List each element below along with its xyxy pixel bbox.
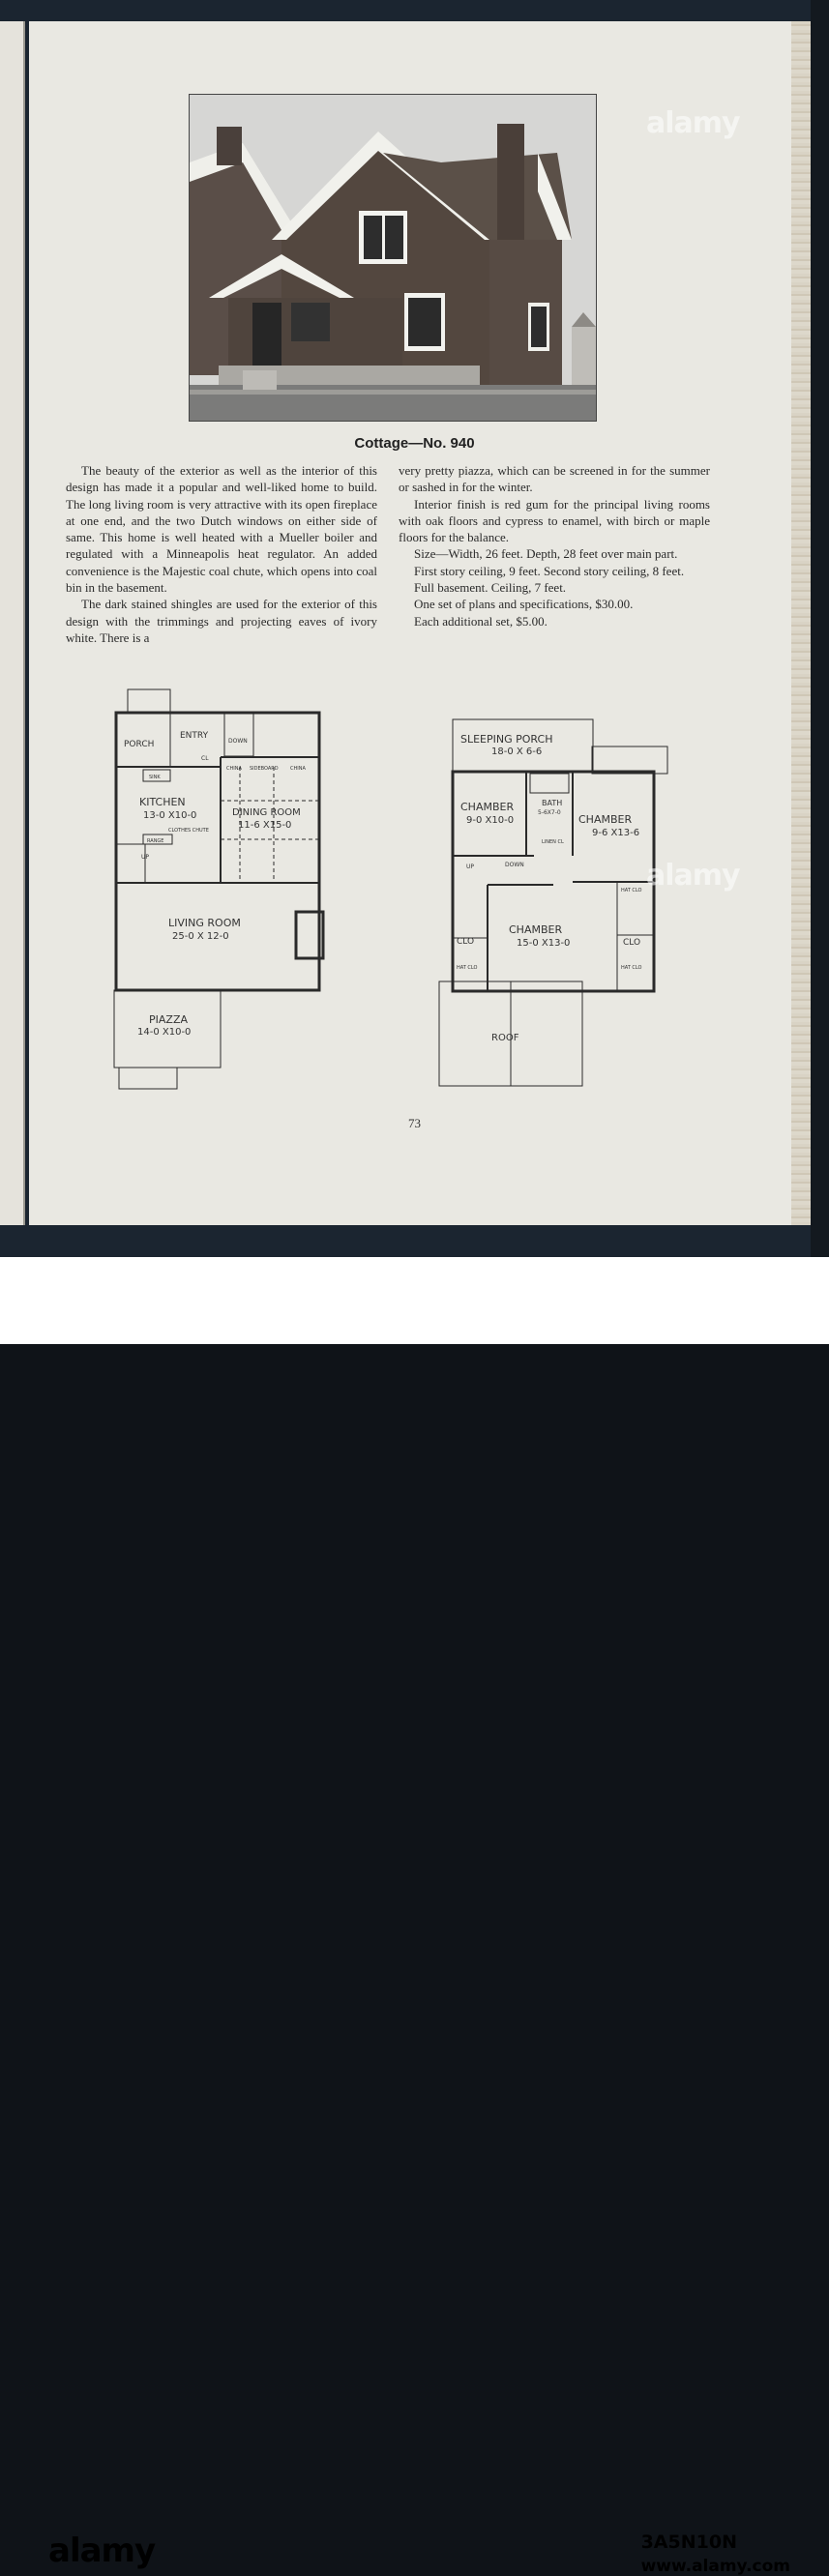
page-number: 73 — [408, 1116, 421, 1130]
label-closet-left: CLO — [457, 937, 475, 947]
label-roof: ROOF — [491, 1033, 519, 1043]
paragraph: One set of plans and specifications, $30.00. — [414, 597, 634, 612]
paragraph: Interior finish is red gum for the principal living rooms with oak floors and cypress to enamel, with birch or maple floors for the balance. — [399, 496, 710, 545]
label-sleeping-porch: SLEEPING PORCH — [460, 733, 553, 746]
label-sink: SINK — [149, 775, 161, 780]
label-range: RANGE — [147, 838, 164, 844]
label-clothes-chute: CLOTHES CHUTE — [168, 828, 209, 834]
label-dining: DINING ROOM — [232, 807, 301, 818]
label-down: DOWN — [228, 738, 248, 745]
image-id: 3A5N10N — [640, 2532, 737, 2553]
label-hat-clo-right: HAT CLO — [621, 965, 642, 971]
label-bath-size: 5-6X7-0 — [538, 809, 561, 816]
label-hat-clo-side: HAT CLO — [621, 888, 642, 893]
label-sideboard: SIDEBOARD — [250, 766, 279, 772]
watermark-text: alamy — [646, 106, 740, 140]
second-floor-plan — [437, 716, 674, 1093]
label-dining-size: 11-6 X15-0 — [238, 820, 292, 831]
label-chamber-right: CHAMBER — [578, 813, 633, 826]
watermark-text: alamy — [646, 859, 740, 893]
label-living: LIVING ROOM — [168, 917, 241, 929]
label-linen: LINEN CL — [542, 839, 564, 845]
label-up: UP — [466, 864, 475, 870]
page-stack-edge — [791, 21, 813, 1225]
label-china-right: CHINA — [290, 766, 306, 772]
label-closet: CL — [201, 755, 209, 762]
label-sleeping-porch-size: 18-0 X 6-6 — [491, 746, 543, 757]
label-up: UP — [141, 854, 150, 861]
label-kitchen-size: 13-0 X10-0 — [143, 810, 197, 821]
label-china-left: CHINA — [226, 766, 242, 772]
label-closet-right: CLO — [623, 938, 641, 948]
book-binding — [811, 0, 829, 1257]
label-hat-clo-left: HAT CLO — [457, 965, 478, 971]
label-down: DOWN — [505, 862, 524, 868]
label-living-size: 25-0 X 12-0 — [172, 931, 229, 942]
book-scan — [0, 0, 829, 1257]
paragraph: The dark stained shingles are used for the exterior of this design with the trimmings and projecting eaves of ivory white. There is a — [66, 597, 377, 645]
label-piazza: PIAZZA — [149, 1013, 188, 1026]
label-piazza-size: 14-0 X10-0 — [137, 1027, 192, 1038]
label-kitchen: KITCHEN — [139, 796, 186, 808]
house-photograph — [189, 94, 597, 422]
image-id-block — [641, 2532, 790, 2576]
label-chamber-left-size: 9-0 X10-0 — [466, 815, 515, 826]
label-bath: BATH — [542, 799, 563, 807]
label-chamber-main: CHAMBER — [509, 923, 563, 936]
paragraph: very pretty piazza, which can be screened in for the summer or sashed in for the winter. — [399, 463, 710, 495]
paragraph: Full basement. Ceiling, 7 feet. — [414, 580, 567, 596]
text-column-right — [399, 462, 710, 629]
alamy-logo: alamy — [48, 2532, 156, 2570]
alamy-url: www.alamy.com — [640, 2557, 790, 2576]
label-chamber-right-size: 9-6 X13-6 — [592, 828, 640, 838]
label-porch: PORCH — [124, 740, 155, 749]
label-entry: ENTRY — [180, 731, 209, 741]
paragraph: The beauty of the exterior as well as the interior of this design has made it a popular and well-liked home to build. The long living room is very attractive with its open fireplace at one end, and the two Dutch windows on either side of same. This home is well heated with a Mueller boiler and regulated with a Minneapolis heat regulator. An added convenience is the Majestic coal chute, which opens into coal bin in the basement. — [66, 463, 377, 596]
page-caption: Cottage—No. 940 — [354, 435, 475, 452]
paragraph: Size—Width, 26 feet. Depth, 28 feet over main part. — [414, 546, 678, 562]
label-chamber-main-size: 15-0 X13-0 — [517, 938, 571, 949]
label-chamber-left: CHAMBER — [460, 801, 515, 813]
first-floor-plan — [104, 685, 332, 1100]
left-page-edge — [0, 21, 25, 1225]
text-column-left — [66, 462, 377, 646]
paragraph: Each additional set, $5.00. — [414, 613, 548, 629]
stock-footer — [0, 1257, 829, 2576]
paragraph: First story ceiling, 9 feet. Second story ceiling, 8 feet. — [414, 563, 685, 578]
